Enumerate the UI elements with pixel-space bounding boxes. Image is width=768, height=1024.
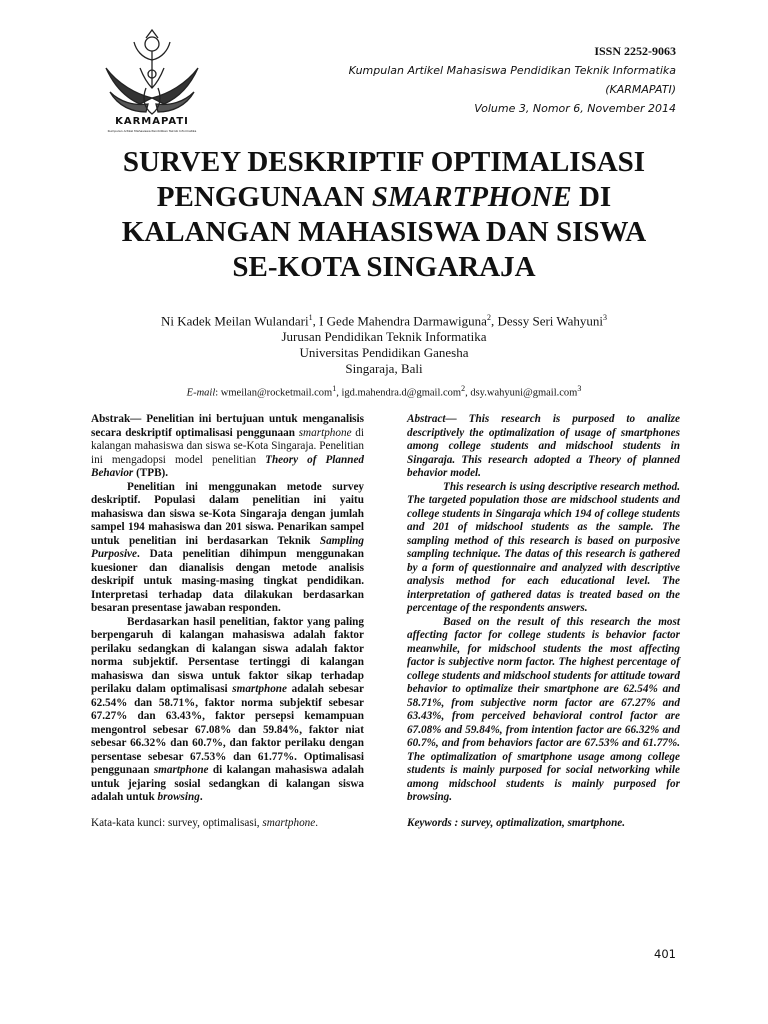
email-sep: , — [465, 387, 471, 399]
abstrak-text: Penelitian ini menggunakan metode survey deskriptif. Populasi dalam penelitian ini yaitu mahasiswa dan siswa se-Kota Singaraja dengan jumlah sampel 194 mahasiswa dan 201 siswa. Penarikan sampel untuk penelitian ini berdasarkan Teknik — [91, 480, 364, 547]
email-address[interactable]: dsy.wahyuni@gmail.com — [470, 387, 578, 399]
affiliation-dept: Jurusan Pendidikan Teknik Informatika — [281, 329, 487, 345]
journal-name: Kumpulan Artikel Mahasiswa Pendidikan Teknik Informatika — [348, 64, 676, 77]
title-text: PENGGUNAAN — [156, 181, 372, 213]
abstrak-emphasis: smartphone — [232, 683, 287, 695]
abstrak-text: (TPB). — [133, 467, 169, 479]
abstrak-emphasis: browsing — [157, 791, 200, 803]
paper-title — [60, 145, 708, 285]
email-sup: 3 — [577, 384, 582, 394]
author-name: Ni Kadek Meilan Wulandari — [160, 313, 309, 329]
abstrak-text: di kalangan mahasiswa adalah untuk jejaring sosial sedangkan di kalangan siswa adalah untuk — [91, 764, 364, 803]
author-name: Dessy Seri Wahyuni — [497, 313, 604, 329]
abstrak-emphasis: Sampling Purposive — [91, 534, 364, 560]
kata-kunci — [91, 817, 364, 831]
abstrak-text: . — [199, 791, 203, 803]
abstrak-emphasis: smartphone — [298, 426, 352, 439]
title-line-3: KALANGAN MAHASISWA DAN SISWA — [121, 216, 647, 248]
abstrak-emphasis: Theory of Planned Behavior — [91, 453, 365, 479]
abstrak-text: Abstrak— Penelitian ini bertujuan untuk menganalisis secara deskriptif optimalisasi penggunaan — [91, 413, 364, 439]
email-label: E-mail — [186, 387, 216, 399]
journal-abbrev: (KARMAPATI) — [605, 83, 676, 96]
abstrak-text: Berdasarkan hasil penelitian, faktor yang paling berpengaruh di kalangan mahasiswa adalah faktor perilaku sedangkan di kalangan siswa adalah faktor norma subjektif. Persentase tertinggi di kalangan mahasiswa dan siswa untuk faktor sikap terhadap perilaku dalam optimalisasi — [91, 615, 364, 695]
issn: ISSN 2252-9063 — [594, 44, 676, 58]
abstrak-text: . Data penelitian dihimpun menggunakan kuesioner dan dianalisis dengan metode analisis deskripif untuk masing-masing tingkat pendidikan. Interpretasi terhadap data dilakukan berdasarkan besaran presentase jawaban responden. — [91, 548, 364, 614]
title-line-1: SURVEY DESKRIPTIF OPTIMALISASI — [122, 146, 646, 178]
title-line-4: SE-KOTA SINGARAJA — [232, 251, 536, 283]
keywords: Keywords : survey, optimalization, smartphone. — [407, 816, 626, 829]
author-sup: 3 — [603, 313, 608, 322]
author-name: I Gede Mahendra Darmawiguna — [319, 313, 487, 329]
author-list — [60, 310, 708, 329]
author-sep: , — [490, 313, 498, 329]
email-line — [60, 381, 708, 402]
abstrak-paragraph-1 — [91, 413, 364, 481]
email-sup: 1 — [332, 384, 337, 394]
kata-kunci-text: Kata-kata kunci: survey, optimalisasi, — [91, 816, 263, 829]
email-address[interactable]: igd.mahendra.d@gmail.com — [341, 387, 462, 399]
title-emphasis: SMARTPHONE — [371, 181, 572, 213]
author-sup: 1 — [308, 313, 313, 322]
affiliation-univ: Universitas Pendidikan Ganesha — [299, 345, 469, 361]
title-line-2 — [60, 180, 708, 215]
journal-volume: Volume 3, Nomor 6, November 2014 — [474, 102, 676, 115]
abstrak-column — [91, 413, 364, 830]
abstrak-text: adalah sebesar 62.54% dan 58.71%, faktor norma subjektif sebesar 67.27% dan 63.43%, faktor persepsi kemampuan mengontrol sebesar 67.08% dan 59.84%, faktor niat sebesar 66.32% dan 60.7%, dan faktor perilaku dengan persentase sebesar 67.53% dan 61.77%. Optimalisasi penggunaan — [91, 683, 364, 776]
abstrak-paragraph-3 — [91, 616, 364, 805]
abstrak-paragraph-2 — [91, 481, 364, 616]
abstract-paragraph-3: Based on the result of this research the most affecting factor for college students is behavior factor meanwhile, for midschool students the most affecting factor is subjective norm factor. The highest percentage of college students and midschool students for attitude toward behavior to optimalize their smartphone are 62.54% and 58.71%, from subjective norm factor are 67.27% and 63.43%, from perceived behavioral control factor are 67.08% and 59.84%, from intention factor are 66.32% and 60.7%, and from behaviors factor are 67.53% and 61.77%. The optimalization of smartphone usage among college students is mainly purposed for social networking while among midschool students is mainly purposed for browsing. — [407, 615, 680, 803]
email-address[interactable]: wmeilan@rocketmail.com — [220, 387, 333, 399]
abstrak-text: di kalangan mahasiswa dan siswa se-Kota Singaraja. Penelitian ini mengadopsi model penelitian — [91, 426, 364, 466]
email-sep: : — [215, 387, 221, 399]
kata-kunci-text: . — [315, 816, 319, 829]
journal-header — [349, 44, 676, 118]
logo-wordmark: KARMAPATI — [115, 116, 189, 127]
abstract-paragraph-2: This research is using descriptive research method. The targeted population those are midschool students and college students in Singaraja which 194 of college students and 201 of midschool students as the sample. The sampling method of this research is based on purposive sampling technique. The datas of this research is gathered by a form of questionnaire and analyzed with descriptive analysis method for each educational level. The interpretation of gathered datas is treated based on the percentage of the respondents answers. — [407, 480, 680, 614]
abstrak-emphasis: smartphone — [153, 764, 209, 776]
author-sep: , — [312, 313, 320, 329]
title-text: DI — [571, 181, 612, 213]
email-sup: 2 — [461, 384, 466, 394]
logo-subtitle: Kumpulan Artikel Mahasiswa Pendidikan Teknik Informatika — [107, 129, 197, 133]
author-sup: 2 — [486, 313, 491, 322]
email-sep: , — [336, 387, 342, 399]
page-number: 401 — [654, 947, 676, 961]
abstract-column — [407, 413, 680, 830]
kata-kunci-emphasis: smartphone — [262, 816, 316, 829]
affiliation-city: Singaraja, Bali — [345, 361, 423, 377]
abstract-paragraph-1: Abstract— This research is purposed to analize descriptively the optimalization of usage of smartphones among college students and midschool students in Singaraja. This research adopted a Theory of planned behavior model. — [407, 413, 680, 479]
author-block — [60, 310, 708, 402]
